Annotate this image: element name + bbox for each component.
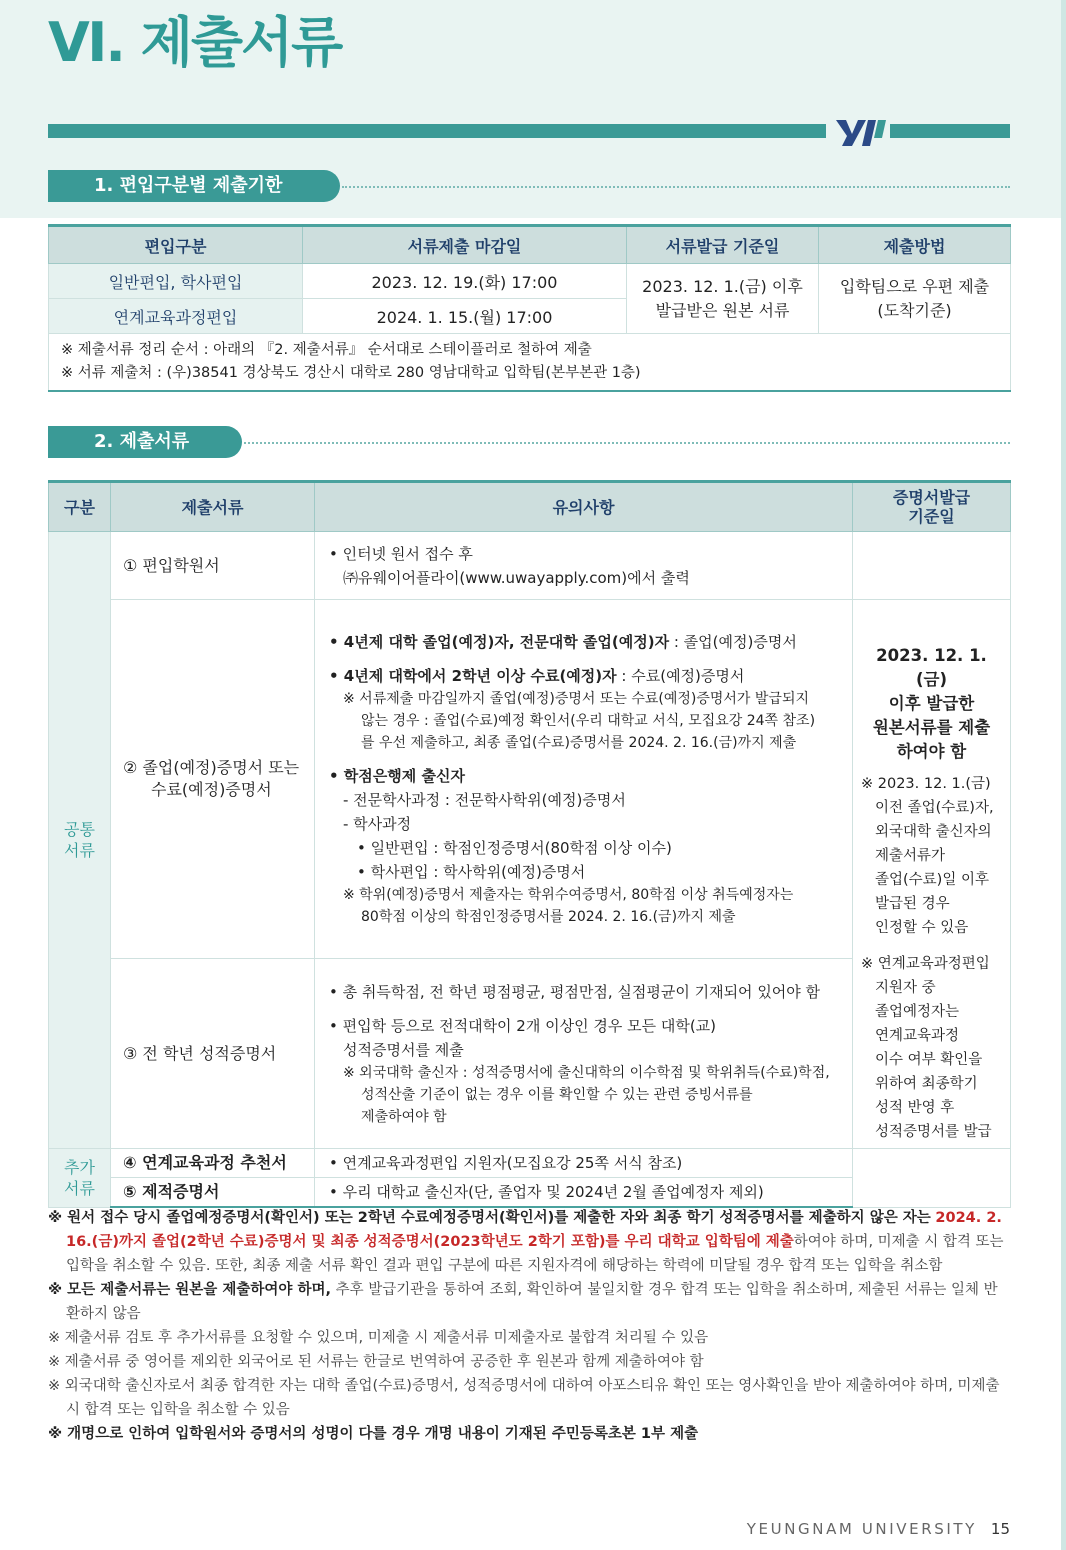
section2-dots xyxy=(244,442,1010,444)
divider-right xyxy=(890,124,1010,138)
note-bold: • 4년제 대학에서 2학년 이상 수료(예정)자 xyxy=(329,667,617,686)
note-line: ※ 서류 제출처 : (우)38541 경상북도 경산시 대학로 280 영남대학교 입학팀(본부본관 1층) xyxy=(61,365,641,381)
doc-cell: ④ 연계교육과정 추천서 xyxy=(111,1149,315,1178)
col-header: 편입구분 xyxy=(49,226,303,264)
note-item xyxy=(329,664,842,688)
table-header-row xyxy=(49,482,1011,532)
note-cell xyxy=(315,532,853,600)
note-text: : 수료(예정)증명서 xyxy=(616,667,745,686)
note-bold: • 학점은행제 출신자 xyxy=(329,767,465,786)
doc-cell xyxy=(111,600,315,959)
doc-line: ② 졸업(예정)증명서 또는 xyxy=(123,758,300,778)
basis-note-line: 이수 여부 확인을 xyxy=(875,1052,983,1068)
note-sub: 않는 경우 : 졸업(수료)예정 확인서(우리 대학교 서식, 모집요강 24쪽 참조) xyxy=(361,713,816,730)
footnote-red: 2024. 2. 16.(금)까지 졸업(2학년 수료)증명서 및 최종 성적증명서(2023학년도 2학기 포함)를 우리 대학교 입학팀에 제출 xyxy=(66,1210,1002,1250)
doc-line: 수료(예정)증명서 xyxy=(151,780,272,800)
category-cell: 일반편입, 학사편입 xyxy=(49,264,303,299)
note-sub: ※ 서류제출 마감일까지 졸업(예정)증명서 또는 수료(예정)증명서가 발급되지 xyxy=(343,691,809,708)
documents-table xyxy=(48,480,1011,1208)
basis-main-line: 이후 발급한 xyxy=(888,694,975,713)
note-sub: • 일반편입 : 학점인정증명서(80학점 이상 이수) xyxy=(357,839,672,858)
basis-note-line: 성적 반영 후 xyxy=(875,1100,955,1116)
table-note-cell xyxy=(49,334,1011,392)
basis-main-line: 하여야 함 xyxy=(896,742,967,761)
chapter-title: Ⅵ. 제출서류 xyxy=(48,11,342,74)
deadline-cell: 2024. 1. 15.(월) 17:00 xyxy=(303,299,627,334)
section1-dots xyxy=(342,186,1010,188)
note-sub: ※ 외국대학 출신자 : 성적증명서에 출신대학의 이수학점 및 학위취득(수료)학점, xyxy=(343,1064,830,1081)
note-bold: • 4년제 대학 졸업(예정)자, 전문대학 졸업(예정)자 xyxy=(329,633,670,652)
doc-cell: ③ 전 학년 성적증명서 xyxy=(111,959,315,1149)
page-number: 15 xyxy=(990,1520,1010,1538)
title-divider xyxy=(48,124,1010,138)
divider-left xyxy=(48,124,826,138)
footnote-bold: ※ 원서 접수 당시 졸업예정증명서(확인서) 또는 2학년 수료예정증명서(확인서)를 제출한 자와 최종 학기 성적증명서를 제출하지 않은 자는 xyxy=(48,1210,931,1226)
table-row xyxy=(49,1149,1011,1178)
basis-note-line: 성적증명서를 발급 xyxy=(875,1124,992,1140)
basis-cell-empty xyxy=(853,532,1011,600)
footnote-item: ※ 외국대학 출신자로서 최종 합격한 자는 대학 졸업(수료)증명서, 성적증명서에 대하여 아포스티유 확인 또는 영사확인을 받아 제출하여야 하며, 미제출 시 합격 또는 입학을 취소할 수 있음 xyxy=(48,1378,1000,1418)
basis-note-line: 졸업(수료)일 이후 xyxy=(875,872,989,888)
basis-cell-empty xyxy=(853,1149,1011,1208)
note-sub: 제출하여야 함 xyxy=(361,1108,447,1125)
basis-note-line: 지원자 중 xyxy=(875,980,936,996)
col-header-basis xyxy=(853,482,1011,532)
basis-note-line: 발급된 경우 xyxy=(875,896,950,912)
note-cell xyxy=(315,959,853,1149)
table-row xyxy=(49,264,1011,299)
col-header: 제출서류 xyxy=(111,482,315,532)
note-sub: - 전문학사과정 : 전문학사학위(예정)증명서 xyxy=(343,791,626,810)
note-item: • 총 취득학점, 전 학년 평점평균, 평점만점, 실점평균이 기재되어 있어야 함 xyxy=(329,982,821,1001)
footnote-item: ※ 제출서류 검토 후 추가서류를 요청할 수 있으며, 미제출 시 제출서류 미제출자로 불합격 처리될 수 있음 xyxy=(48,1330,709,1346)
col-header: 유의사항 xyxy=(315,482,853,532)
note-item: 성적증명서를 제출 xyxy=(343,1040,464,1059)
note-sub: ※ 학위(예정)증명서 제출자는 학위수여증명서, 80학점 이상 취득예정자는 xyxy=(343,887,794,904)
yu-logo-icon xyxy=(828,114,890,148)
category-cell: 연계교육과정편입 xyxy=(49,299,303,334)
issue-basis-line: 발급받은 원본 서류 xyxy=(655,300,790,320)
footnote-item: ※ 개명으로 인하여 입학원서와 증명서의 성명이 다를 경우 개명 내용이 기재된 주민등록초본 1부 제출 xyxy=(48,1426,699,1442)
col-header: 서류제출 마감일 xyxy=(303,226,627,264)
basis-note-line: ※ 연계교육과정편입 xyxy=(861,956,990,972)
basis-note-line: 위하여 최종학기 xyxy=(875,1076,978,1092)
note-line: ㈜유웨이어플라이(www.uwayapply.com)에서 출력 xyxy=(343,568,690,587)
basis-note-line: ※ 2023. 12. 1.(금) xyxy=(861,776,991,792)
basis-note-line: 졸업예정자는 xyxy=(875,1004,960,1020)
basis-note-line: 연계교육과정 xyxy=(875,1028,960,1044)
group-line: 추가 xyxy=(64,1157,95,1177)
footnote-item: ※ 제출서류 중 영어를 제외한 외국어로 된 서류는 한글로 번역하여 공증한 후 원본과 함께 제출하여야 함 xyxy=(48,1354,704,1370)
footnote-item xyxy=(48,1206,1010,1278)
note-item xyxy=(329,630,842,654)
issue-basis-line: 2023. 12. 1.(금) 이후 xyxy=(642,276,803,296)
table-row xyxy=(49,600,1011,959)
col-header-line: 증명서발급 xyxy=(892,488,971,507)
group-line: 공통 xyxy=(64,820,95,839)
right-edge-decoration xyxy=(1061,0,1066,1550)
note-text: : 졸업(예정)증명서 xyxy=(669,633,797,652)
group-line: 서류 xyxy=(64,841,95,860)
method-line: 입학팀으로 우편 제출 xyxy=(839,276,990,296)
footnote-bold: ※ 모든 제출서류는 원본을 제출하여야 하며, xyxy=(48,1282,331,1298)
note-cell: • 우리 대학교 출신자(단, 졸업자 및 2024년 2월 졸업예정자 제외) xyxy=(315,1178,853,1208)
deadline-table xyxy=(48,224,1011,392)
basis-note-line: 외국대학 출신자의 xyxy=(875,824,992,840)
table-note-row xyxy=(49,334,1011,392)
basis-main-line: 원본서류를 제출 xyxy=(872,718,991,737)
note-sub: 80학점 이상의 학점인정증명서를 2024. 2. 16.(금)까지 제출 xyxy=(361,909,736,926)
note-cell: • 연계교육과정편입 지원자(모집요강 25쪽 서식 참조) xyxy=(315,1149,853,1178)
method-cell xyxy=(819,264,1011,334)
note-sub: • 학사편입 : 학사학위(예정)증명서 xyxy=(357,863,586,882)
group-line: 서류 xyxy=(64,1178,95,1198)
doc-cell: ① 편입학원서 xyxy=(111,532,315,600)
basis-main-line: 2023. 12. 1.(금) xyxy=(876,646,987,689)
footnote-item xyxy=(48,1278,1010,1326)
note-line: • 인터넷 원서 접수 후 xyxy=(329,544,473,563)
section2-title: 2. 제출서류 xyxy=(48,426,242,458)
footnote-text: 추후 발급기관을 통하여 조회, 확인하여 불일치할 경우 합격 또는 입학을 취소하며, 제출된 서류는 일체 반환하지 않음 xyxy=(66,1282,998,1322)
note-item: • 편입학 등으로 전적대학이 2개 이상인 경우 모든 대학(교) xyxy=(329,1016,717,1035)
deadline-cell: 2023. 12. 19.(화) 17:00 xyxy=(303,264,627,299)
section1-title: 1. 편입구분별 제출기한 xyxy=(48,170,340,202)
note-line: ※ 제출서류 정리 순서 : 아래의 『2. 제출서류』 순서대로 스테이플러로 철하여 제출 xyxy=(61,342,592,358)
note-cell xyxy=(315,600,853,959)
basis-cell xyxy=(853,600,1011,1149)
group-cell-extra xyxy=(49,1149,111,1208)
method-line: (도착기준) xyxy=(877,300,952,320)
col-header-line: 기준일 xyxy=(908,507,955,526)
table-header-row xyxy=(49,226,1011,264)
doc-cell: ⑤ 제적증명서 xyxy=(111,1178,315,1208)
basis-note-line: 인정할 수 있음 xyxy=(875,920,969,936)
table-row xyxy=(49,532,1011,600)
col-header: 제출방법 xyxy=(819,226,1011,264)
col-header: 서류발급 기준일 xyxy=(627,226,819,264)
footer-university: YEUNGNAM UNIVERSITY xyxy=(746,1520,977,1538)
footnotes xyxy=(48,1206,1010,1446)
note-sub: 를 우선 제출하고, 최종 졸업(수료)증명서를 2024. 2. 16.(금)까지 제출 xyxy=(361,735,797,752)
basis-note-line: 이전 졸업(수료)자, xyxy=(875,800,994,816)
note-sub: - 학사과정 xyxy=(343,815,412,834)
basis-note-line: 제출서류가 xyxy=(875,848,946,864)
note-sub: 성적산출 기준이 없는 경우 이를 확인할 수 있는 관련 증빙서류를 xyxy=(361,1086,753,1103)
group-cell-common xyxy=(49,532,111,1149)
issue-basis-cell xyxy=(627,264,819,334)
footnote-text: 하여야 하며, 미제출 시 합격 또는 입학을 취소할 수 있음. 또한, 최종 제출 서류 확인 결과 편입 구분에 따른 지원자격에 해당하는 학력에 미달될 경우 합격 또는 입학을 취소함 xyxy=(66,1234,1004,1274)
col-header: 구분 xyxy=(49,482,111,532)
page-footer xyxy=(600,1520,1010,1538)
